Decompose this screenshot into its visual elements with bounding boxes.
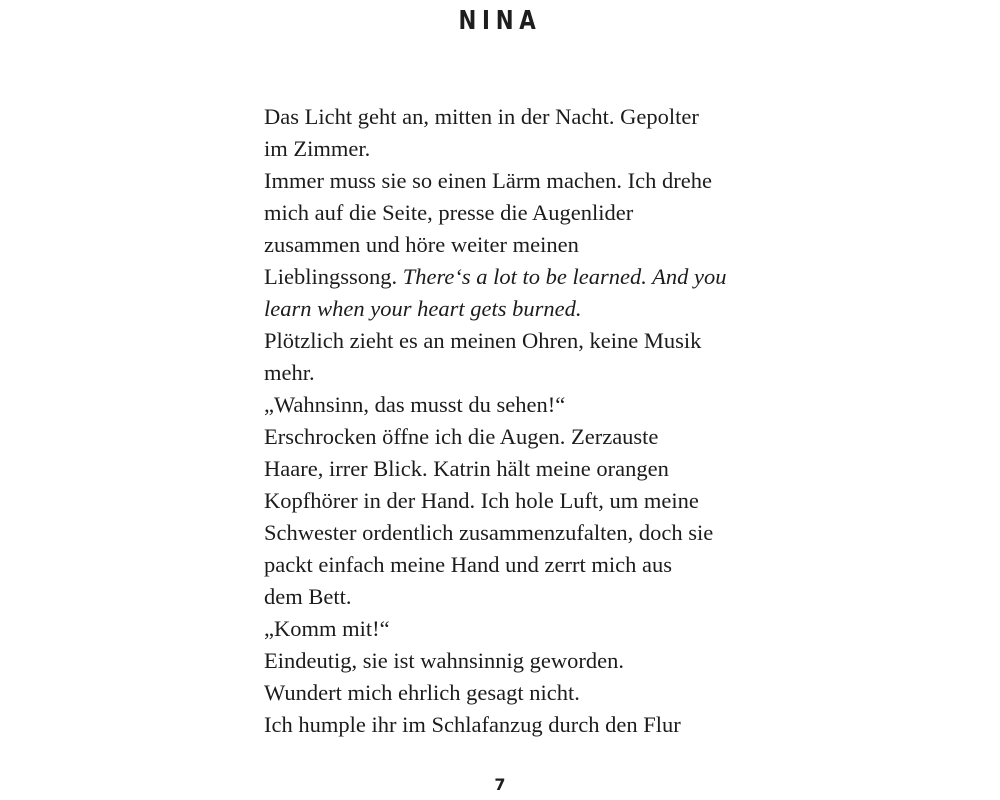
text-line: mehr.: [264, 360, 315, 385]
text-line: mich auf die Seite, presse die Augenlider: [264, 200, 634, 225]
chapter-title: NINA: [458, 6, 542, 36]
text-line: im Zimmer.: [264, 136, 371, 161]
text-line: dem Bett.: [264, 584, 352, 609]
text-line: Erschrocken öffne ich die Augen. Zerzauste: [264, 424, 659, 449]
text-line: Schwester ordentlich zusammenzufalten, doch sie: [264, 520, 714, 545]
song-lyric-italic: There‘s a lot to be learned. And you: [402, 264, 727, 289]
text-line: packt einfach meine Hand und zerrt mich aus: [264, 552, 672, 577]
song-lyric-italic: learn when your heart gets burned.: [264, 296, 582, 321]
text-line: zusammen und höre weiter meinen: [264, 232, 579, 257]
text-line: Ich humple ihr im Schlafanzug durch den Flur: [264, 712, 681, 737]
text-line: Das Licht geht an, mitten in der Nacht. Gepolter: [264, 104, 699, 129]
text-line: Plötzlich zieht es an meinen Ohren, keine Musik: [264, 328, 702, 353]
text-line-italic: [264, 293, 764, 325]
text-line: „Komm mit!“: [264, 616, 390, 641]
text-segment: Lieblingssong.: [264, 264, 403, 289]
text-line: Eindeutig, sie ist wahnsinnig geworden.: [264, 648, 624, 673]
page-number: 7: [494, 775, 506, 794]
text-line: Haare, irrer Blick. Katrin hält meine orangen: [264, 456, 669, 481]
text-line: Kopfhörer in der Hand. Ich hole Luft, um meine: [264, 488, 699, 513]
text-line: Wundert mich ehrlich gesagt nicht.: [264, 680, 580, 705]
text-line-mixed: [264, 261, 764, 293]
body-text: [264, 101, 764, 741]
text-line: Immer muss sie so einen Lärm machen. Ich drehe: [264, 168, 712, 193]
text-line: „Wahnsinn, das musst du sehen!“: [264, 392, 566, 417]
